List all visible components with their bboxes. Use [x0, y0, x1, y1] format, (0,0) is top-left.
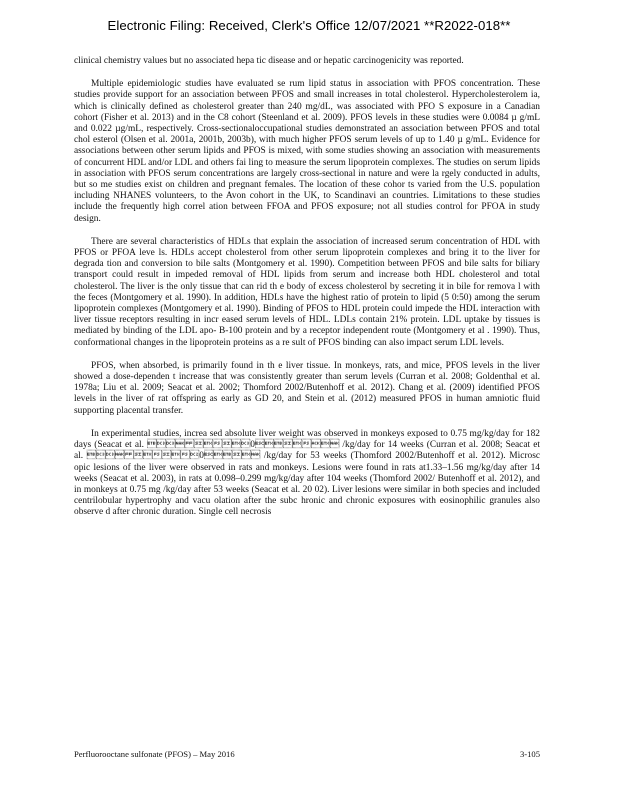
paragraph-continuation: clinical chemistry values but no associated hepa tic disease and or hepatic carcinogenicity was reported.	[74, 56, 464, 66]
paragraph-hdl-characteristics: There are several characteristics of HDLs that explain the association of increased serum concentration of HDL with PFOS or PFOA leve ls. HDLs accept cholesterol from other serum lipoprotein complexes and bring it to the liver for degrada tion and conversion to bile salts (Montgomery et al. 1990). Competition between PFOS and bile salts for biliary transport could result in impeded removal of HDL lipids from serum and increase both HDL cholesterol and total cholesterol. The liver is the only tissue that can rid th e body of excess cholesterol by secreting it in bile for remova l with the feces (Montgomery et al. 1990). In addition, HDLs have the highest ratio of protein to lipid (5 0:50) among the serum lipoprotein complexes (Montgomery et al. 1990). Binding of PFOS to HDL protein could impede the HDL interaction with liver tissue receptors resulting in incr eased serum levels of HDL. LDLs contain 21% protein. LDL uptake by tissues is mediated by binding of the LDL apo- B-100 protein and by a receptor independent route (Montgomery et al . 1990). Thus, conformational changes in the lipoprotein proteins as a re sult of PFOS binding can also impact serum LDL levels.	[74, 236, 540, 348]
page-footer	[74, 749, 540, 759]
paragraph-experimental-studies: In experimental studies, increa sed absolute liver weight was observed in monkeys exposed to 0.75 mg/kg/day for 182 days (Seacat et al.   0  /kg/day for 14 weeks (Curran et al. 2008; Seacat et al.    0 /kg/day for 53 weeks (Thomford 2002/Butenhoff et al. 2012). Microsc opic lesions of the liver were observed in rats and monkeys. Lesions were found in rats at1.33–1.56 mg/kg/day after 14 weeks (Seacat et al. 2003), in rats at 0.098–0.299 mg/kg/day after 104 weeks (Thomford 2002/ Butenhoff et al. 2012), and in monkeys at 0.75 mg /kg/day after 53 weeks (Seacat et al. 20 02). Liver lesions were similar in both species and included centrilobular hypertrophy and vacu olation after the subc hronic and chronic exposures with eosinophilic granules also observe d after chronic duration. Single cell necrosis	[74, 428, 540, 518]
paragraph-pfos-absorption: PFOS, when absorbed, is primarily found in th e liver tissue. In monkeys, rats, and mice, PFOS levels in the liver showed a dose-dependen t increase that was consistently greater than serum levels (Curran et al. 2008; Goldenthal et al. 1978a; Liu et al. 2009; Seacat et al. 2002; Thomford 2002/Butenhoff et al. 2012). Chang et al. (2009) identified PFOS levels in the liver of rat offspring as early as GD 20, and Stein et al. (2012) measured PFOS in human amniotic fluid supporting placental transfer.	[74, 360, 540, 416]
page-number: 3-105	[519, 749, 540, 759]
footer-document-title: Perfluorooctane sulfonate (PFOS) – May 2016	[74, 749, 235, 759]
paragraph-epidemiologic-studies: Multiple epidemiologic studies have evaluated se rum lipid status in association with PFOS concentration. These studies provide support for an association between PFOS and small increases in total cholesterol. Hypercholesterolem ia, which is clinically defined as cholesterol greater than 240 mg/dL, was associated with PFO S exposure in a Canadian cohort (Fisher et al. 2013) and in the C8 cohort (Steenland et al. 2009). PFOS levels in these studies were 0.0084 µ g/mL and 0.022 µg/mL, respectively. Cross-sectionaloccupational studies demonstrated an association between PFOS and total chol esterol (Olsen et al. 2001a, 2001b, 2003b), with much higher PFOS serum levels of up to 1.40 µ g/mL. Evidence for associations between other serum lipids and PFOS is mixed, with some studies showing an association with measurements of concurrent HDL and/or LDL and others fai ling to measure the serum lipoprotein complexes. The studies on serum lipids in association with PFOS serum concentrations are largely cross-sectional in nature and were la rgely conducted in adults, but so me studies exist on children and pregnant females. The location of these cohor ts varied from the U.S. population including NHANES volunteers, to the Avon cohort in the UK, to Scandinavi an countries. Limitations to these studies include the frequently high correl ation between FFOA and PFOS exposure; not all studies control for PFOA in study design.	[74, 79, 540, 224]
document-body	[74, 56, 540, 531]
filing-header: Electronic Filing: Received, Clerk's Office 12/07/2021 **R2022-018**	[107, 18, 511, 33]
